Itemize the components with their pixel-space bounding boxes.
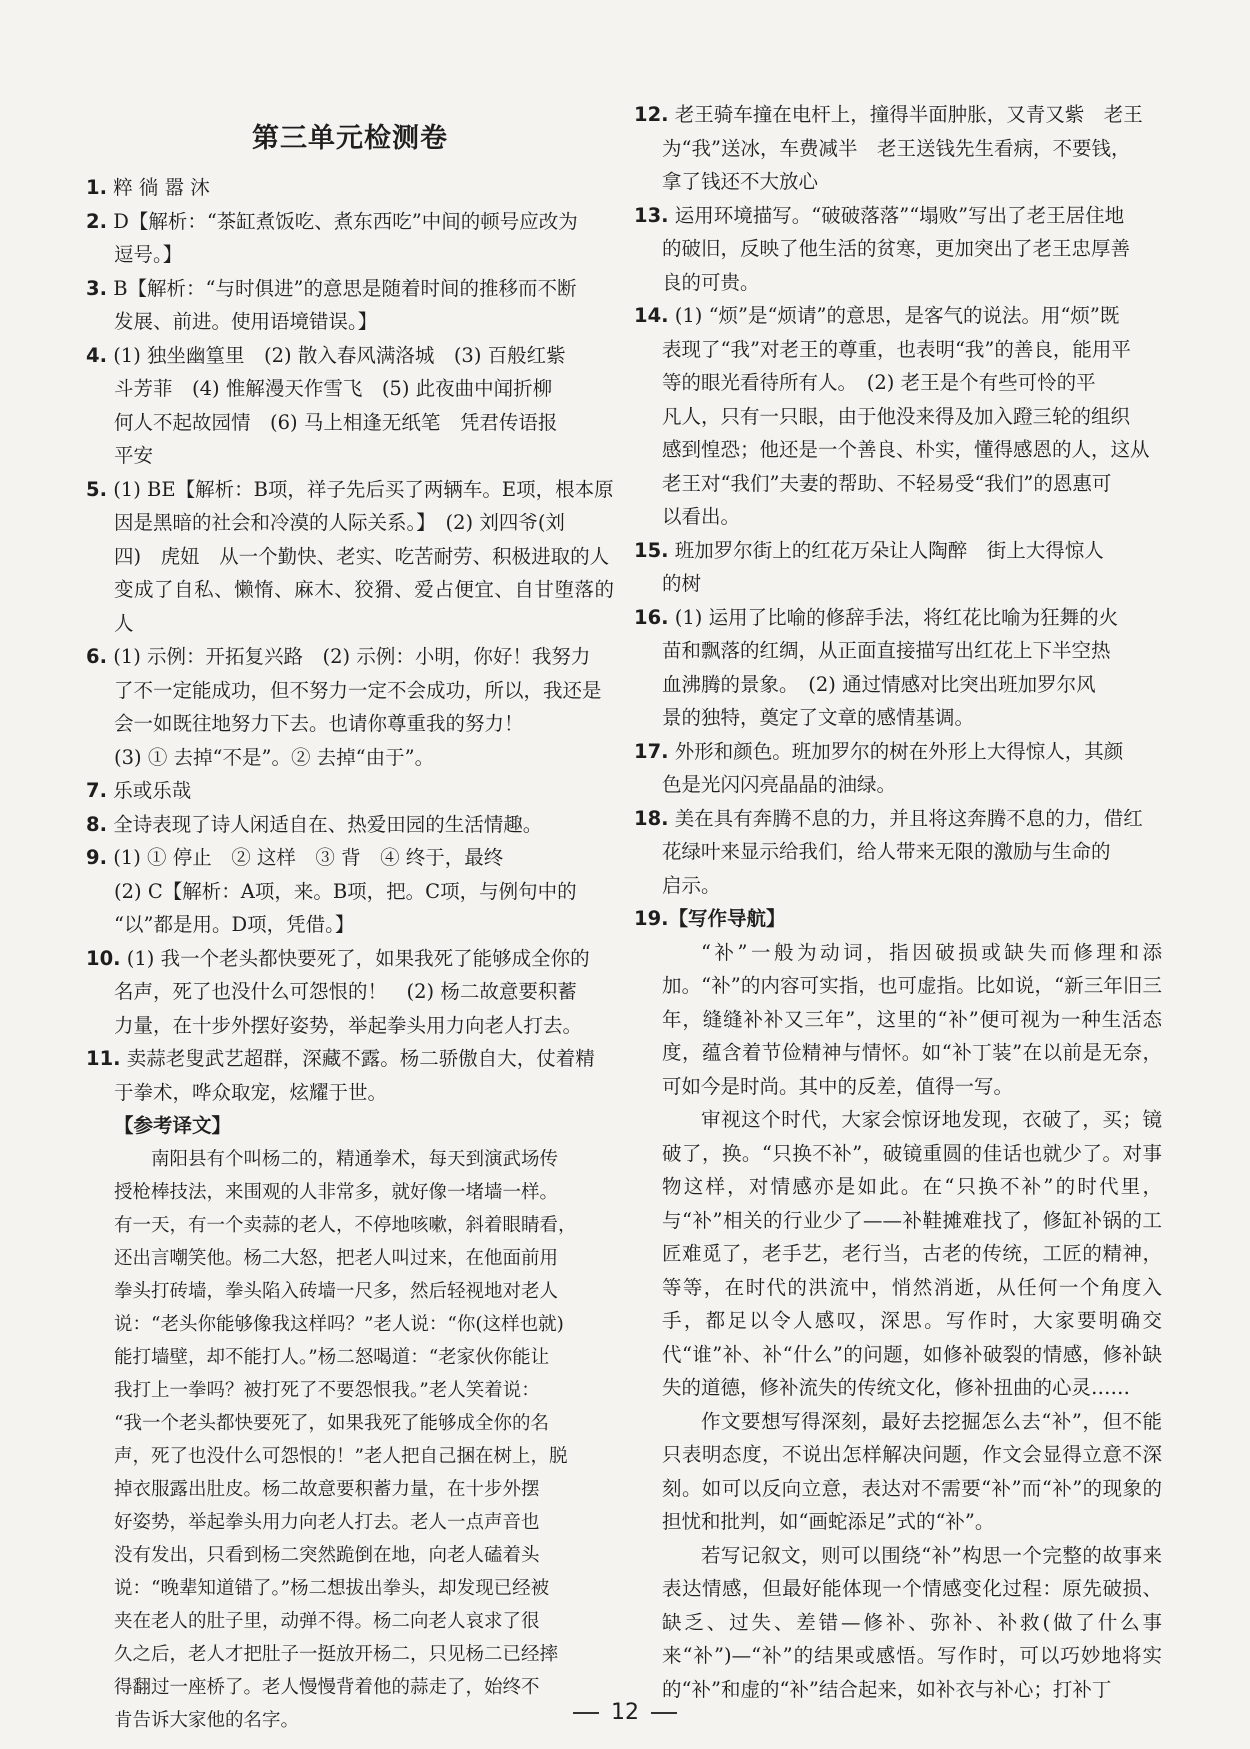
left-column: [86, 98, 614, 1737]
answer-11: 11. 卖蒜老叟武艺超群，深藏不露。杨二骄傲自大，仗着精 于拳术，哗众取宠，炫耀于世。: [86, 1047, 595, 1104]
answer-5: 5. (1) BE【解析：B项，祥子先后买了两辆车。E项，根本原 因是黑暗的社会和冷漠的人际关系。】 (2) 刘四爷(刘 四) 虎妞 从一个勤快、老实、吃苦耐劳、积极进取的人 变成了自私、懒惰、麻木、狡猾、爱占便宜、自甘堕落的人: [86, 477, 614, 635]
answer-13: 13. 运用环境描写。“破破落落”“塌败”写出了老王居住地 的破旧，反映了他生活的贫寒，更加突出了老王忠厚善 良的可贵。: [634, 203, 1131, 294]
answer-8: 8. 全诗表现了诗人闲适自在、热爱田园的生活情趣。: [86, 812, 543, 836]
answer-4: 4. (1) 独坐幽篁里 (2) 散入春风满洛城 (3) 百般红紫 斗芳菲 (4) 惟解漫天作雪飞 (5) 此夜曲中闻折柳 何人不起故园情 (6) 马上相逢无纸笔 凭君传语报 平安: [86, 343, 566, 467]
guide-paragraph: “补”一般为动词，指因破损或缺失而修理和添加。“补”的内容可实指，也可虚指。比如说，“新三年旧三年，缝缝补补又三年”，这里的“补”便可视为一种生活态度，蕴含着节俭精神与情怀。如“补丁装”在以前是无奈，可如今是时尚。其中的反差，值得一写。: [662, 940, 1162, 1098]
answer-15: 15. 班加罗尔街上的红花万朵让人陶醉 街上大得惊人 的树: [634, 538, 1104, 595]
answer-2: 2. D【解析：“茶缸煮饭吃、煮东西吃”中间的顿号应改为 逗号。】: [86, 209, 578, 266]
answer-14: 14. (1) “烦”是“烦请”的意思，是客气的说法。用“烦”既 表现了“我”对老王的尊重，也表明“我”的善良，能用平 等的眼光看待所有人。 (2) 老王是个有些可怜的平 凡人，只有一只眼，由于他没来得及加入蹬三轮的组织 感到惶恐；他还是一个善良、朴实，懂得感恩的人，这从 老王对“我们”夫妻的帮助、不轻易受“我们”的恩惠可 以看出。: [634, 304, 1150, 528]
answer-19: 19.【写作导航】: [634, 907, 786, 930]
guide-paragraph: 作文要想写得深刻，最好去挖掘怎么去“补”，但不能只表明态度，不说出怎样解决问题，作文会显得立意不深刻。如可以反向立意，表达对不需要“补”而“补”的现象的担忧和批判，如“画蛇添足”式的“补”。: [662, 1409, 1162, 1533]
answer-1: 1. 粹 徜 嚣 沐: [86, 176, 210, 199]
guide-paragraph: 若写记叙文，则可以围绕“补”构思一个完整的故事来表达情感，但最好能体现一个情感变化过程：原先破损、缺乏、过失、差错—修补、弥补、补救(做了什么事来“补”)—“补”的结果或感悟。写作时，可以巧妙地将实的“补”和虚的“补”结合起来，如补衣与补心；打补丁: [662, 1543, 1162, 1701]
page-number: 12: [0, 1700, 1250, 1725]
answer-18: 18. 美在具有奔腾不息的力，并且将这奔腾不息的力，借红 花绿叶来显示给我们，给人带来无限的激励与生命的 启示。: [634, 806, 1143, 897]
answer-16: 16. (1) 运用了比喻的修辞手法，将红花比喻为狂舞的火 苗和飘落的红绸，从正面直接描写出红花上下半空热 血沸腾的景象。 (2) 通过情感对比突出班加罗尔风 景的独特，奠定了文章的感情基调。: [634, 605, 1119, 729]
right-column: [634, 98, 1162, 1706]
footer-dash-right: [651, 1712, 677, 1714]
answer-9: 9. (1) ① 停止 ② 这样 ③ 背 ④ 终于，最终 (2) C【解析：A项，来。B项，把。C项，与例句中的 “以”都是用。D项，凭借。】: [86, 846, 577, 936]
answer-12: 12. 老王骑车撞在电杆上，撞得半面肿胀，又青又紫 老王 为“我”送冰，车费减半 老王送钱先生看病，不要钱， 拿了钱还不大放心: [634, 103, 1143, 193]
footer-dash-left: [573, 1712, 599, 1714]
reference-translation-heading: 【参考译文】: [114, 1114, 232, 1137]
writing-guide-heading: 【写作导航】: [668, 907, 786, 930]
answer-17: 17. 外形和颜色。班加罗尔的树在外形上大得惊人，其颜 色是光闪闪亮晶晶的油绿。: [634, 739, 1124, 796]
answer-6: 6. (1) 示例：开拓复兴路 (2) 示例：小明，你好！我努力 了不一定能成功，但不努力一定不会成功，所以，我还是 会一如既往地努力下去。也请你尊重我的努力！ (3) ① 去掉“不是”。② 去掉“由于”。: [86, 645, 602, 769]
answer-7: 7. 乐或乐哉: [86, 779, 192, 802]
writing-guide: [634, 936, 1162, 1707]
answer-3: 3. B【解析：“与时俱进”的意思是随着时间的推移而不断 发展、前进。使用语境错误。】: [86, 276, 577, 333]
reference-translation: 南阳县有个叫杨二的，精通拳术，每天到演武场传 授枪棒技法，来围观的人非常多，就好像一堵墙一样。 有一天，有一个卖蒜的老人，不停地咳嗽，斜着眼睛看， 还出言嘲笑他。杨二大怒，把老人叫过来，在他面前用 拳头打砖墙，拳头陷入砖墙一尺多，然后轻视地对老人 说：“老头你能够像我这样吗？”老人说：“你(这样也就) 能打墙壁，却不能打人。”杨二怒喝道：“老家伙你能让 我打上一拳吗？被打死了不要怨恨我。”老人笑着说： “我一个老头都快要死了，如果我死了能够成全你的名 声，死了也没什么可怨恨的！”老人把自己捆在树上，脱 掉衣服露出肚皮。杨二故意要积蓄力量，在十步外摆 好姿势，举起拳头用力向老人打去。老人一点声音也 没有发出，只看到杨二突然跪倒在地，向老人磕着头 说：“晚辈知道错了。”杨二想拔出拳头，却发现已经被 夹在老人的肚子里，动弹不得。杨二向老人哀求了很 久之后，老人才把肚子一挺放开杨二，只见杨二已经摔 得翻过一座桥了。老人慢慢背着他的蒜走了，始终不 肯告诉大家他的名字。: [114, 1148, 577, 1731]
guide-paragraph: 审视这个时代，大家会惊讶地发现，衣破了，买；镜破了，换。“只换不补”，破镜重圆的佳话也就少了。对事物这样，对情感亦是如此。在“只换不补”的时代里，与“补”相关的行业少了——补鞋摊难找了，修缸补锅的工匠难觅了，老手艺，老行当，古老的传统，工匠的精神，等等，在时代的洪流中，悄然消逝，从任何一个角度入手，都足以令人感叹，深思。写作时，大家要明确交代“谁”补、补“什么”的问题，如修补破裂的情感，修补缺失的道德，修补流失的传统文化，修补扭曲的心灵……: [662, 1108, 1162, 1399]
page-title: 第三单元检测卷: [252, 123, 448, 154]
answer-10: 10. (1) 我一个老头都快要死了，如果我死了能够成全你的 名声，死了也没什么可怨恨的！ (2) 杨二故意要积蓄 力量，在十步外摆好姿势，举起拳头用力向老人打去。: [86, 946, 590, 1037]
